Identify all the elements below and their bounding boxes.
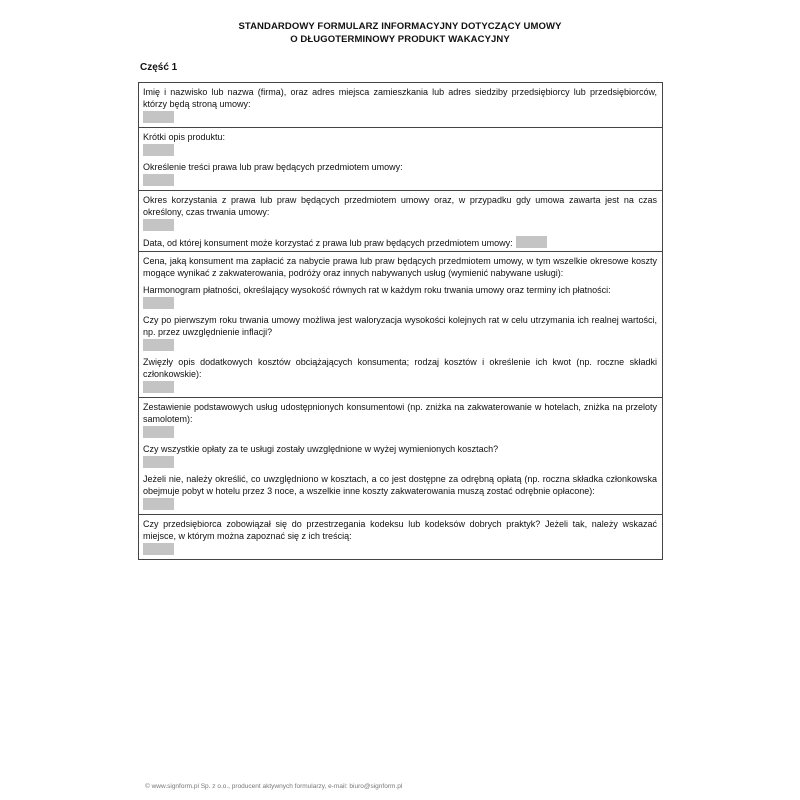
form-table [138,82,663,560]
title-line-2: O DŁUGOTERMINOWY PRODUKT WAKACYJNY [290,34,510,45]
question-start-date [143,236,657,249]
question-code-of-conduct: Czy przedsiębiorca zobowiązał się do przestrzegania kodeksu lub kodeksów dobrych praktyk? Jeżeli tak, należy wskazać miejsce, w którym można zapoznać się z ich treścią: [143,519,657,541]
question-fees-details: Jeżeli nie, należy określić, co uwzględniono w kosztach, a co jest dostępne za odrębną opłatą (np. roczna składka członkowska obejmuje pobyt w hotelu przez 3 noce, a wszelkie inne koszty zakwaterowania muszą zostać odrębnie opłacone): [143,474,657,496]
question-payment-schedule: Harmonogram płatności, określający wysokość równych rat w każdym roku trwania umowy oraz terminy ich płatności: [143,285,611,295]
question-price: Cena, jaką konsument ma zapłacić za nabycie prawa lub praw będących przedmiotem umowy, w tym wszelkie okresowe koszty mogące wynikać z zakwaterowania, podróży oraz innych nabywanych usług (wymienić nabywane usługi): [143,256,657,278]
input-fees-included[interactable] [143,456,174,468]
question-start-date-text: Data, od której konsument może korzystać z prawa lub praw będących przedmiotem umowy: [143,238,513,248]
question-additional-costs: Zwięzły opis dodatkowych kosztów obciążających konsumenta; rodzaj kosztów i określenie ich kwot (np. roczne składki członkowskie): [143,357,657,379]
question-trader-details: Imię i nazwisko lub nazwa (firma), oraz adres miejsca zamieszkania lub adres siedziby przedsiębiorcy lub przedsiębiorców, którzy będą stroną umowy: [143,87,657,109]
section-costs [139,251,662,397]
title-line-1: STANDARDOWY FORMULARZ INFORMACYJNY DOTYCZĄCY UMOWY [238,21,562,32]
input-fees-details[interactable] [143,498,174,510]
section-code-of-conduct [139,514,662,559]
question-fees-included: Czy wszystkie opłaty za te usługi zostały uwzględnione w wyżej wymienionych kosztach? [143,444,499,454]
input-rights-content[interactable] [143,174,174,186]
question-rights-content: Określenie treści prawa lub praw będących przedmiotem umowy: [143,162,403,172]
section-period [139,190,662,251]
section-services [139,397,662,514]
footer-copyright: © www.signform.pl Sp. z o.o., producent aktywnych formularzy, e-mail: biuro@signform.pl [145,783,403,790]
input-code-of-conduct[interactable] [143,543,174,555]
input-usage-period[interactable] [143,219,174,231]
question-product-description: Krótki opis produktu: [143,132,226,142]
part-label: Część 1 [140,62,178,73]
question-basic-services: Zestawienie podstawowych usług udostępnionych konsumentowi (np. zniżka na zakwaterowanie w hotelach, zniżka na przeloty samolotem): [143,402,657,424]
document-title [0,20,800,46]
input-start-date[interactable] [516,236,547,248]
input-payment-schedule[interactable] [143,297,174,309]
question-usage-period: Okres korzystania z prawa lub praw będących przedmiotem umowy oraz, w przypadku gdy umowa zawarta jest na czas określony, czas trwania umowy: [143,195,657,217]
input-additional-costs[interactable] [143,381,174,393]
question-indexation: Czy po pierwszym roku trwania umowy możliwa jest waloryzacja wysokości kolejnych rat w celu utrzymania ich realnej wartości, np. przez uwzględnienie inflacji? [143,315,657,337]
input-trader-details[interactable] [143,111,174,123]
section-parties [139,83,662,127]
input-indexation[interactable] [143,339,174,351]
input-basic-services[interactable] [143,426,174,438]
input-product-description[interactable] [143,144,174,156]
section-product [139,127,662,190]
